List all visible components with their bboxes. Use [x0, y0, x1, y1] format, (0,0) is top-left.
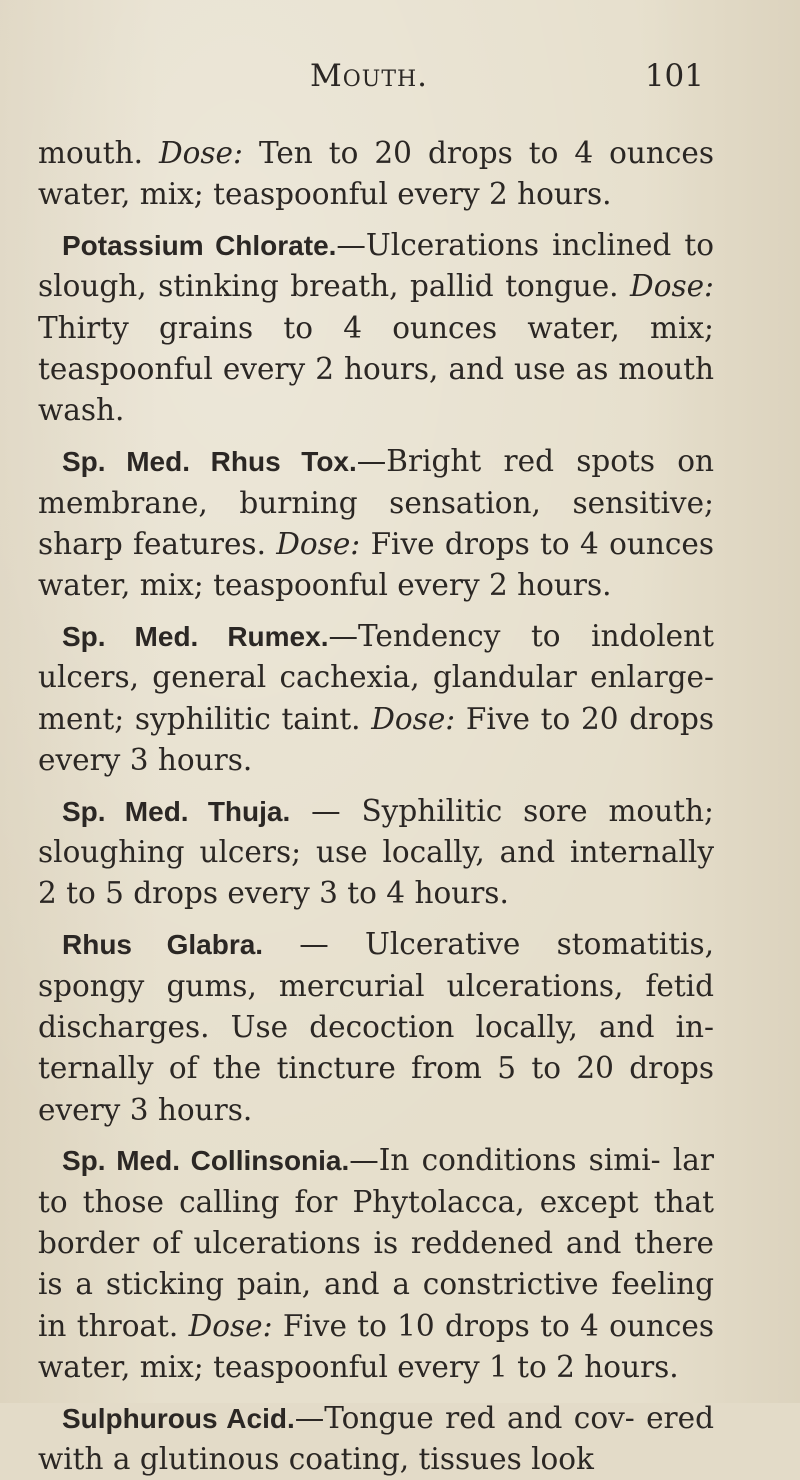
entry-paragraph — [38, 924, 714, 1130]
dose-text: Thirty grains to 4 ounces water, mix; teaspoonful every 2 hours, and use as mouth wash. — [38, 310, 714, 428]
dose-label: Dose: — [158, 136, 243, 170]
entry-paragraph — [38, 441, 714, 606]
entry-text: —Bright red spots on membrane, burning sensation, sensitive; sharp features. — [38, 444, 714, 561]
running-title: Mouth. — [310, 58, 429, 94]
entry-text: —Tendency to indolent ulcers, general cachexia, glandular enlarge- ment; syphilitic taint. — [38, 619, 714, 736]
body-text — [38, 133, 714, 1480]
dose-label: Dose: — [371, 701, 456, 736]
entry-paragraph — [38, 133, 714, 216]
dose-text: Ten to 20 drops to 4 ounces water, mix; teaspoonful every 2 hours. — [38, 136, 715, 212]
dose-text: Five to 10 drops to 4 ounces water, mix; teaspoonful every 1 to 2 hours. — [38, 1308, 714, 1384]
remedy-name: Sp. Med. Thuja. — [62, 795, 291, 827]
dose-label: Dose: — [630, 269, 714, 304]
remedy-name: Sulphurous Acid. — [62, 1402, 295, 1434]
dose-text: Five drops to 4 ounces water, mix; teaspoonful every 2 hours. — [38, 526, 714, 603]
page-number: 101 — [644, 58, 704, 94]
entry-text: —Tongue red and cov- ered with a glutinous coating, tissues look — [38, 1400, 714, 1477]
entry-text: — Syphilitic sore mouth; sloughing ulcers; use locally, and internally 2 to 5 drops every 3 to 4 hours. — [38, 793, 714, 911]
entry-text: — Ulcerative stomatitis, spongy gums, mercurial ulcerations, fetid discharges. Use decoction locally, and in- ternally of the tincture from 5 to 20 drops every 3 hours. — [38, 927, 714, 1127]
entry-text: —In conditions simi- lar to those calling for Phytolacca, except that border of ulcerations is reddened and there is a sticking pain, and a constrictive feeling in throat. — [38, 1143, 714, 1343]
entry-text: mouth. — [38, 136, 159, 170]
dose-label: Dose: — [276, 526, 361, 561]
entry-text: —Ulcerations inclined to slough, stinking breath, pallid tongue. — [38, 228, 714, 304]
remedy-name: Potassium Chlorate. — [62, 230, 337, 262]
remedy-name: Sp. Med. Collinsonia. — [62, 1145, 350, 1177]
entry-paragraph — [38, 225, 714, 431]
dose-text: Five to 20 drops every 3 hours. — [38, 701, 714, 777]
dose-label: Dose: — [188, 1308, 273, 1343]
entry-paragraph — [38, 791, 714, 915]
remedy-name: Sp. Med. Rhus Tox. — [62, 446, 357, 478]
entry-paragraph — [38, 1398, 714, 1480]
remedy-name: Sp. Med. Rumex. — [62, 621, 329, 653]
running-head — [0, 58, 800, 98]
entry-paragraph — [38, 616, 714, 781]
remedy-name: Rhus Glabra. — [62, 929, 264, 961]
entry-paragraph — [38, 1140, 714, 1388]
